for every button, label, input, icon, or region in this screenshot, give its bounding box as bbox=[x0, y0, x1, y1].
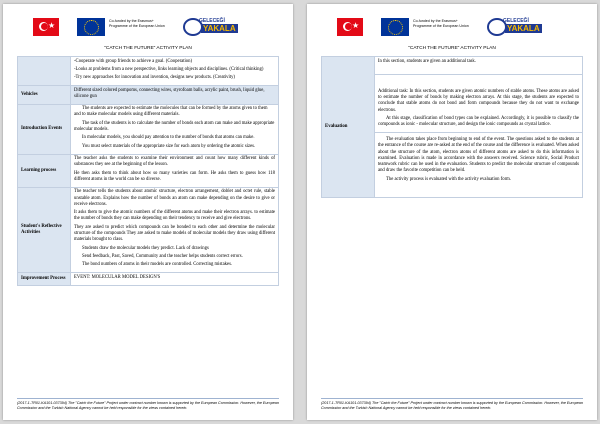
row-label: Introduction Events bbox=[18, 104, 71, 154]
row-content: The evaluation takes place from beginning to end of the event. The questions asked to the students at the entrance of the course are re-asked at the end of the course and the difference is evaluated. When asked about the structure of the atom, electron atoms of different atoms are asked to do this information is examined. Evaluation is made in accordance with the answers received. Science rubric, Social Product teamwork rubric can be used in the evaluation. Students to predict the molecular structure of compounds and draw the favorite competition can be held. The activity process is evaluated with the activity evaluation form. bbox=[375, 133, 583, 198]
header-logos bbox=[33, 18, 273, 40]
header-logos bbox=[337, 18, 577, 40]
table-row bbox=[18, 57, 279, 86]
row-label: Improvement Process bbox=[18, 273, 71, 285]
table-row bbox=[18, 187, 279, 272]
turkey-flag-icon: ★ bbox=[337, 18, 363, 36]
document-page-1 bbox=[3, 4, 293, 420]
row-content: EVENT: MOLECULAR MODEL DESIGN'S bbox=[71, 273, 279, 285]
table-row bbox=[322, 57, 583, 75]
cofunded-text: Co-funded by the Erasmus+ Programme of the European Union bbox=[109, 19, 165, 28]
cofunded-text: Co-funded by the Erasmus+ Programme of the European Union bbox=[413, 19, 469, 28]
row-content: The teacher asks the students to examine their environment and count how many different kinds of substances they see at the beginning of the lesson. He then asks them to think about how so many varieties can form. He asks them to guess how 118 different atoms in the world can be so diverse. bbox=[71, 154, 279, 187]
row-content: Different sized colored pompoms, connecting wires, styrofoam balls, acrylic paint, brush, liquid glue, silicone gun bbox=[71, 86, 279, 105]
table-row bbox=[18, 86, 279, 105]
row-content: The students are expected to estimate the molecules that can be formed by the atoms given to them and to make molecular models using different materials. The task of the students is to calculate the number of bonds each atom can make and make appropriate molecular models. In molecular models, you should pay attention to the number of bonds that atoms can make. You must select materials of the appropriate size for each atom by ordering the atomic sizes. bbox=[71, 104, 279, 154]
row-content: The teacher tells the students about atomic structure, electron arrangement, doblet and octet rule, stable unstable atom. Explains how the number of bonds an atom can make depending on the desire to give or receive electrons. It asks them to give the atomic numbers of the different atoms and make their electron arrays. to estimate the number of bonds they can make depending on their tendency to receive and give electrons. They are asked to predict which compounds can be bonded to each other and determine the molecular structure of the compounds They are asked to make models of molecular models they draw using different materials brought to class. Students draw the molecular models they predict. Lack of drawings Send feedback, Past, Saved, Community and the teacher helps students correct errors. The bond numbers of atoms in their models are controlled. Correcting mistakes. bbox=[71, 187, 279, 272]
doc-title: "CATCH THE FUTURE" ACTIVITY PLAN bbox=[408, 46, 496, 51]
row-label: Vehicles bbox=[18, 86, 71, 105]
page-footer: (2017-1-TR01-KA101-037394) The "Catch the Future" Project under contract number known is supported by the European Commission. However, the European Commission and the Turkish National Agency cannot be held responsible for the views contained herein. bbox=[17, 398, 279, 411]
row-label bbox=[18, 57, 71, 86]
activity-table-page-2 bbox=[321, 56, 583, 198]
row-content: In this section, students are given an additional task. bbox=[375, 57, 583, 75]
row-content: Additional task: In this section, students are given atomic numbers of stable atoms. These atoms are asked to estimate the number of bonds by making electron arrays. At this stage, the students are expected to conclude that stable atoms do not bond and form compounds because they do not want to exchange electrons. At this stage, classification of bond types can be explained. Accordingly, it is possible to classify the compounds as ionic - molecular structure, and design the ionic compounds as crystal lattice. bbox=[375, 75, 583, 133]
row-label-evaluation: Evaluation bbox=[322, 57, 375, 198]
row-content: -Cooperate with group friends to achieve a goal. (Cooperation) -Looks at problems from a new perspective, links learning objects and disciplines. (Critical thinking) -Try new approaches for innovation and invention, designs new products. (Creativity) bbox=[71, 57, 279, 86]
doc-title: "CATCH THE FUTURE" ACTIVITY PLAN bbox=[104, 46, 192, 51]
turkey-flag-icon: ★ bbox=[33, 18, 59, 36]
table-row bbox=[18, 273, 279, 285]
document-page-2 bbox=[307, 4, 597, 420]
activity-table-page-1 bbox=[17, 56, 279, 286]
eu-flag-icon bbox=[77, 18, 105, 36]
eu-flag-icon bbox=[381, 18, 409, 36]
row-label: Learning process bbox=[18, 154, 71, 187]
project-logo: GELECEĞİ YAKALA bbox=[183, 18, 253, 38]
table-row bbox=[18, 104, 279, 154]
project-logo: GELECEĞİ YAKALA bbox=[487, 18, 557, 38]
row-label: Student's Reflective Activities bbox=[18, 187, 71, 272]
page-footer: (2017-1-TR01-KA101-037394) The "Catch the Future" Project under contract number known is supported by the European Commission. However, the European Commission and the Turkish National Agency cannot be held responsible for the views contained herein. bbox=[321, 398, 583, 411]
table-row bbox=[18, 154, 279, 187]
